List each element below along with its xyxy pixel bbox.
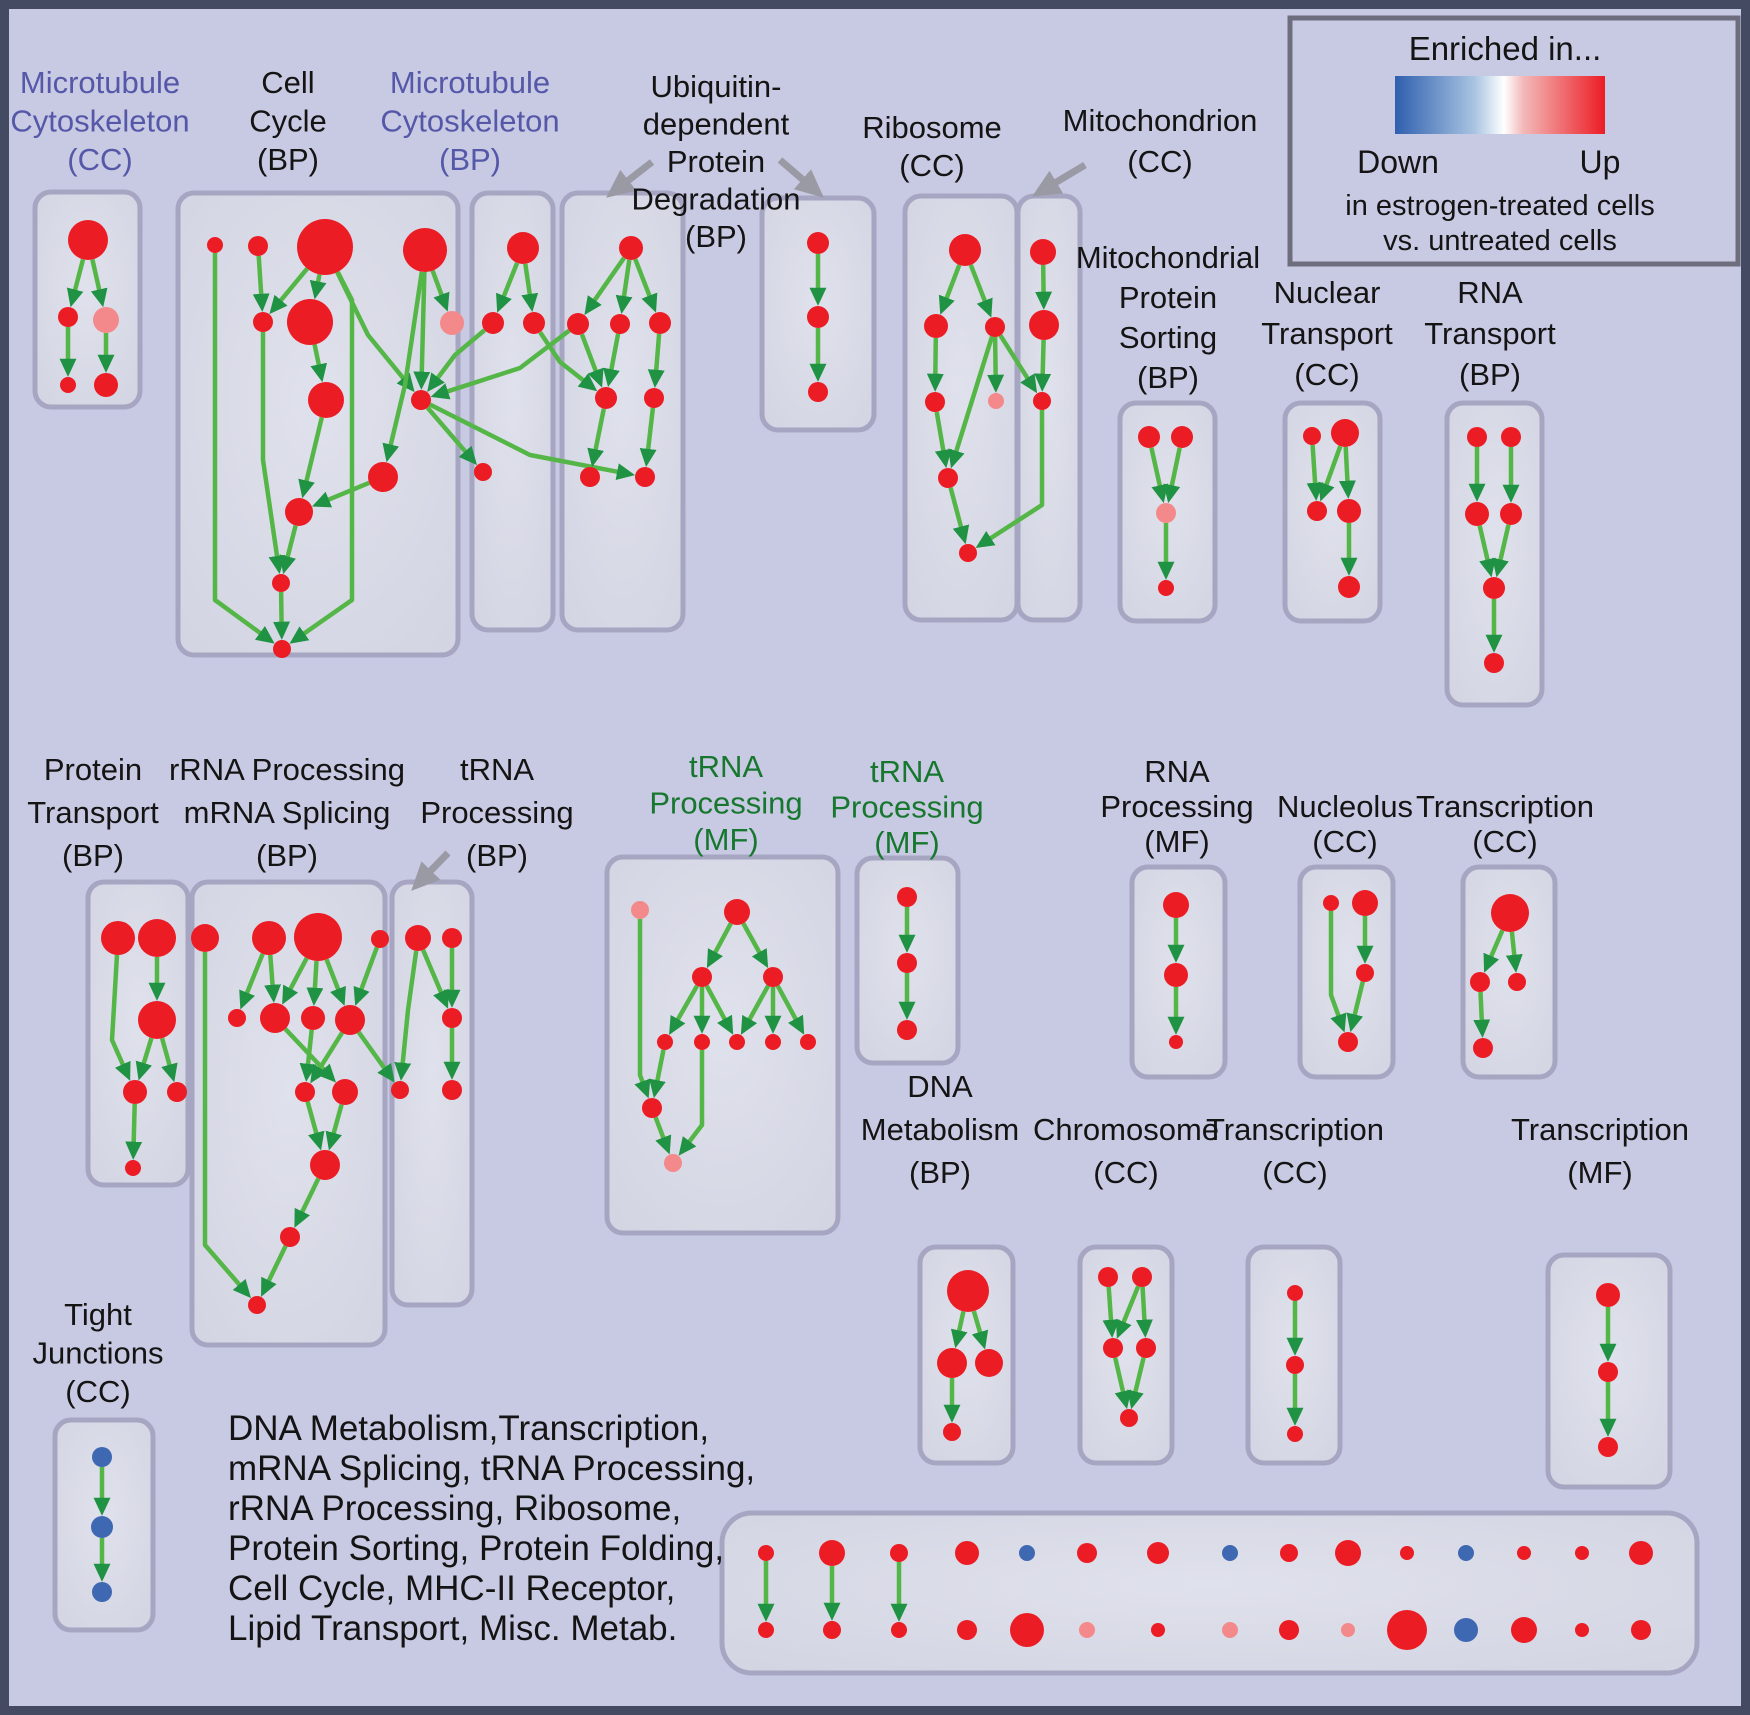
go-term-node-f5 <box>988 393 1004 409</box>
shared-terms-text-block: DNA Metabolism,Transcription, mRNA Splicing, tRNA Processing, rRNA Processing, Ribosome, Protein Sorting, Protein Folding, Cell Cycle, MHC-II Receptor, Lipid Transport, Misc. Metab. <box>228 1409 756 1648</box>
go-term-node-r4 <box>1473 1038 1493 1058</box>
go-term-node-b2 <box>248 236 268 256</box>
go-term-node-d7 <box>580 467 600 487</box>
go-term-node-b12 <box>272 574 290 592</box>
go-term-node-d2 <box>567 313 589 335</box>
go-term-node-l4 <box>371 930 389 948</box>
go-term-node-a1 <box>68 220 108 260</box>
go-term-node-m1 <box>405 925 431 951</box>
go-term-node-x14a <box>1575 1546 1589 1560</box>
go-term-node-v2 <box>1598 1362 1618 1382</box>
go-term-node-x11a <box>1400 1546 1414 1560</box>
go-term-node-d5 <box>595 387 617 409</box>
cluster-label-mitochondrion-cc: Mitochondrion (CC) <box>1062 103 1258 179</box>
go-term-node-b4 <box>403 228 447 272</box>
go-term-node-c2 <box>482 312 504 334</box>
go-term-node-x8a <box>1222 1545 1238 1561</box>
go-term-node-n2 <box>692 967 712 987</box>
go-term-node-n3 <box>763 967 783 987</box>
go-term-node-s4 <box>943 1423 961 1441</box>
edge-f3-f5 <box>995 337 996 378</box>
go-term-node-j3 <box>1465 502 1489 526</box>
go-term-node-x1b <box>758 1622 774 1638</box>
go-term-node-r3 <box>1508 973 1526 991</box>
edge-l2-l6 <box>270 955 273 988</box>
go-term-node-t4 <box>1136 1338 1156 1358</box>
go-term-node-n8 <box>800 1034 816 1050</box>
go-term-node-c4 <box>474 463 492 481</box>
legend-caption-line2: vs. untreated cells <box>1383 225 1617 257</box>
go-term-node-x4a <box>955 1541 979 1565</box>
go-term-node-n9 <box>642 1098 662 1118</box>
cluster-label-transcription-mf: Transcription (MF) <box>1510 1112 1690 1190</box>
go-term-node-n1 <box>724 899 750 925</box>
go-term-node-a4 <box>60 377 76 393</box>
go-term-node-f6 <box>938 468 958 488</box>
legend-down-label: Down <box>1357 144 1439 180</box>
go-term-node-b13 <box>273 640 291 658</box>
legend-title: Enriched in... <box>1408 30 1602 67</box>
go-term-node-l8 <box>335 1005 365 1035</box>
go-term-node-h2 <box>1171 426 1193 448</box>
cluster-box-protein-transport-bp <box>88 882 188 1185</box>
go-term-node-k6 <box>125 1160 141 1176</box>
go-term-node-j5 <box>1483 577 1505 599</box>
cluster-box-chromosome-cc <box>1080 1247 1172 1463</box>
go-term-node-x8b <box>1222 1622 1238 1638</box>
go-term-node-o3 <box>897 1020 917 1040</box>
cluster-box-rrna-processing-mrna-splicing-bp <box>192 882 385 1345</box>
go-term-node-r2 <box>1470 972 1490 992</box>
go-term-node-d8 <box>635 467 655 487</box>
go-term-node-x6a <box>1077 1543 1097 1563</box>
go-term-node-q4 <box>1338 1032 1358 1052</box>
cluster-label-transcription-cc-bottom: Transcription (CC) <box>1205 1112 1385 1190</box>
go-term-node-x9a <box>1280 1544 1298 1562</box>
go-term-node-b8 <box>411 390 431 410</box>
go-term-node-x7a <box>1147 1542 1169 1564</box>
cluster-label-chromosome-cc: Chromosome (CC) <box>1032 1112 1220 1190</box>
go-term-node-k3 <box>138 1001 176 1039</box>
go-term-node-g1 <box>1030 239 1056 265</box>
go-term-node-b3 <box>297 219 353 275</box>
go-term-node-v1 <box>1596 1283 1620 1307</box>
go-term-node-l6 <box>260 1003 290 1033</box>
go-term-node-c3 <box>523 312 545 334</box>
cluster-label-tight-junctions-cc: Tight Junctions (CC) <box>32 1297 164 1409</box>
go-term-node-l3 <box>294 913 342 961</box>
edge-l3-l7 <box>315 961 317 991</box>
go-term-node-i4 <box>1337 499 1361 523</box>
go-term-node-l12 <box>280 1227 300 1247</box>
go-term-node-b1 <box>207 237 223 253</box>
go-term-node-s2 <box>937 1348 967 1378</box>
go-term-node-h1 <box>1138 426 1160 448</box>
go-term-node-k4 <box>123 1080 147 1104</box>
go-term-node-x1a <box>758 1545 774 1561</box>
go-term-node-t1 <box>1098 1267 1118 1287</box>
go-term-node-k1 <box>101 921 135 955</box>
go-term-node-l10 <box>332 1079 358 1105</box>
go-term-node-q1 <box>1323 895 1339 911</box>
go-term-node-l2 <box>252 921 286 955</box>
go-term-node-b10 <box>368 462 398 492</box>
cluster-label-mitochondrial-protein-sorting-bp: Mitochondrial Protein Sorting (BP) <box>1075 240 1261 395</box>
cluster-label-microtubule-cytoskeleton-cc: Microtubule Cytoskeleton (CC) <box>10 65 190 177</box>
cluster-label-nucleolus-cc: Nucleolus (CC) <box>1276 789 1414 859</box>
edge-i1-i3 <box>1313 445 1316 486</box>
go-term-node-x6b <box>1079 1622 1095 1638</box>
go-term-node-l5 <box>228 1009 246 1027</box>
go-term-node-k5 <box>167 1082 187 1102</box>
go-term-node-f3 <box>985 317 1005 337</box>
go-term-node-c1 <box>507 232 539 264</box>
go-term-node-m2 <box>442 928 462 948</box>
go-term-node-v3 <box>1598 1437 1618 1457</box>
go-term-node-u3 <box>1287 1426 1303 1442</box>
go-term-node-b6 <box>287 299 333 345</box>
go-term-node-r1 <box>1491 894 1529 932</box>
go-term-node-b7 <box>308 382 344 418</box>
go-term-node-h3 <box>1156 503 1176 523</box>
go-term-node-o1 <box>897 887 917 907</box>
legend-gradient-bar <box>1395 76 1605 134</box>
go-term-node-m5 <box>442 1080 462 1100</box>
cluster-label-transcription-cc-middle: Transcription (CC) <box>1415 789 1595 859</box>
go-term-node-m3 <box>442 1008 462 1028</box>
go-term-node-a5 <box>94 373 118 397</box>
go-term-node-x5b <box>1010 1613 1044 1647</box>
go-term-node-x15a <box>1629 1541 1653 1565</box>
go-term-node-j4 <box>1500 503 1522 525</box>
cluster-label-dna-metabolism-bp: DNA Metabolism (BP) <box>860 1069 1020 1190</box>
go-term-node-j2 <box>1501 427 1521 447</box>
go-term-node-n5 <box>694 1034 710 1050</box>
edge-t1-t3 <box>1109 1287 1112 1323</box>
go-term-node-e3 <box>808 382 828 402</box>
go-term-node-i3 <box>1307 501 1327 521</box>
go-term-node-x2a <box>819 1540 845 1566</box>
go-term-node-n0 <box>631 901 649 919</box>
go-term-node-f2 <box>924 314 948 338</box>
go-term-node-x15b <box>1631 1620 1651 1640</box>
go-term-node-w2 <box>91 1516 113 1538</box>
edge-b4-b8 <box>422 272 425 375</box>
go-term-node-n6 <box>729 1034 745 1050</box>
cluster-label-rrna-processing-mrna-splicing-bp: rRNA Processing mRNA Splicing (BP) <box>168 752 406 873</box>
go-term-node-x3b <box>891 1622 907 1638</box>
go-term-node-l13 <box>248 1296 266 1314</box>
go-term-node-i5 <box>1338 576 1360 598</box>
go-term-node-d4 <box>649 312 671 334</box>
go-term-node-l11 <box>310 1150 340 1180</box>
go-term-node-i2 <box>1331 419 1359 447</box>
edge-d4-d6 <box>656 334 659 373</box>
edge-i2-i4 <box>1346 447 1348 484</box>
edge-f2-f4 <box>935 338 936 377</box>
cluster-label-protein-transport-bp: Protein Transport (BP) <box>27 752 159 873</box>
go-term-node-x10a <box>1335 1540 1361 1566</box>
go-term-node-l9 <box>295 1082 315 1102</box>
cluster-label-trna-processing-mf-small: tRNA Processing (MF) <box>830 754 984 860</box>
go-term-node-l1 <box>191 924 219 952</box>
go-term-node-i1 <box>1303 427 1321 445</box>
go-term-node-x13b <box>1511 1617 1537 1643</box>
cluster-label-rna-processing-mf: RNA Processing (MF) <box>1100 754 1254 859</box>
go-term-node-x3a <box>890 1544 908 1562</box>
go-term-node-n10 <box>664 1154 682 1172</box>
cluster-box-mixed-terms-strip <box>722 1513 1697 1673</box>
go-term-node-t2 <box>1132 1267 1152 1287</box>
go-term-node-a3 <box>93 307 119 333</box>
go-term-node-g2 <box>1029 310 1059 340</box>
edge-r1-r3 <box>1512 932 1515 958</box>
go-term-node-p3 <box>1169 1035 1183 1049</box>
cluster-label-nuclear-transport-cc: Nuclear Transport (CC) <box>1261 275 1393 392</box>
cluster-label-trna-processing-bp: tRNA Processing (BP) <box>420 752 574 873</box>
go-term-node-x12a <box>1458 1545 1474 1561</box>
go-term-node-b5 <box>253 312 273 332</box>
go-term-node-f4 <box>925 392 945 412</box>
go-term-node-n4 <box>657 1034 673 1050</box>
edge-k4-k6 <box>134 1104 135 1145</box>
legend <box>1290 18 1738 264</box>
go-term-node-p1 <box>1163 892 1189 918</box>
go-term-node-x10b <box>1341 1623 1355 1637</box>
go-term-node-f7 <box>959 544 977 562</box>
cluster-label-cell-cycle-bp: Cell Cycle (BP) <box>249 65 327 177</box>
go-term-node-d3 <box>610 314 630 334</box>
edge-b12-b13 <box>281 592 282 625</box>
go-term-node-u2 <box>1286 1356 1304 1374</box>
go-term-node-x13a <box>1517 1546 1531 1560</box>
go-term-node-a2 <box>58 307 78 327</box>
go-term-node-b9 <box>440 311 464 335</box>
edge-t2-t4 <box>1143 1287 1145 1323</box>
go-term-node-f1 <box>949 234 981 266</box>
go-term-node-w3 <box>92 1582 112 1602</box>
go-term-node-n7 <box>765 1034 781 1050</box>
go-term-node-j1 <box>1467 427 1487 447</box>
go-term-node-w1 <box>92 1447 112 1467</box>
legend-caption-line1: in estrogen-treated cells <box>1345 190 1655 222</box>
go-term-node-m4 <box>391 1081 409 1099</box>
go-term-node-d6 <box>644 388 664 408</box>
go-term-node-s3 <box>975 1349 1003 1377</box>
go-term-node-t5 <box>1120 1409 1138 1427</box>
go-term-node-g3 <box>1033 392 1051 410</box>
go-term-node-j6 <box>1484 653 1504 673</box>
edge-r2-r4 <box>1481 992 1482 1023</box>
go-term-node-x7b <box>1151 1623 1165 1637</box>
go-term-node-e2 <box>807 306 829 328</box>
edge-b2-b5 <box>259 256 262 297</box>
go-term-node-d1 <box>619 236 643 260</box>
go-term-node-x5a <box>1019 1545 1035 1561</box>
go-term-node-q2 <box>1352 890 1378 916</box>
go-term-node-h4 <box>1158 580 1174 596</box>
edge-b3-b6 <box>318 275 320 285</box>
go-term-node-x14b <box>1575 1623 1589 1637</box>
cluster-label-rna-transport-bp: RNA Transport (BP) <box>1424 275 1556 392</box>
go-term-node-x11b <box>1387 1610 1427 1650</box>
go-term-node-t3 <box>1103 1338 1123 1358</box>
go-term-node-p2 <box>1164 963 1188 987</box>
go-term-node-o2 <box>897 953 917 973</box>
cluster-label-ubiquitin-degradation-bp: Ubiquitin-dependent Protein Degradation (BP) <box>631 69 801 254</box>
go-term-node-x4b <box>957 1620 977 1640</box>
go-term-node-q3 <box>1356 964 1374 982</box>
edge-g2-g3 <box>1043 340 1044 377</box>
cluster-label-trna-processing-mf-large: tRNA Processing (MF) <box>649 749 803 857</box>
go-term-node-k2 <box>138 919 176 957</box>
go-term-node-u1 <box>1287 1285 1303 1301</box>
go-term-node-s1 <box>947 1270 989 1312</box>
legend-up-label: Up <box>1579 144 1621 180</box>
go-term-node-b11 <box>285 498 313 526</box>
cluster-label-microtubule-cytoskeleton-bp: Microtubule Cytoskeleton (BP) <box>380 65 560 177</box>
go-term-node-e1 <box>807 232 829 254</box>
go-term-node-x2b <box>823 1621 841 1639</box>
go-term-node-x9b <box>1279 1620 1299 1640</box>
cluster-label-ribosome-cc: Ribosome (CC) <box>862 110 1002 183</box>
go-term-node-x12b <box>1454 1618 1478 1642</box>
go-term-node-l7 <box>301 1006 325 1030</box>
